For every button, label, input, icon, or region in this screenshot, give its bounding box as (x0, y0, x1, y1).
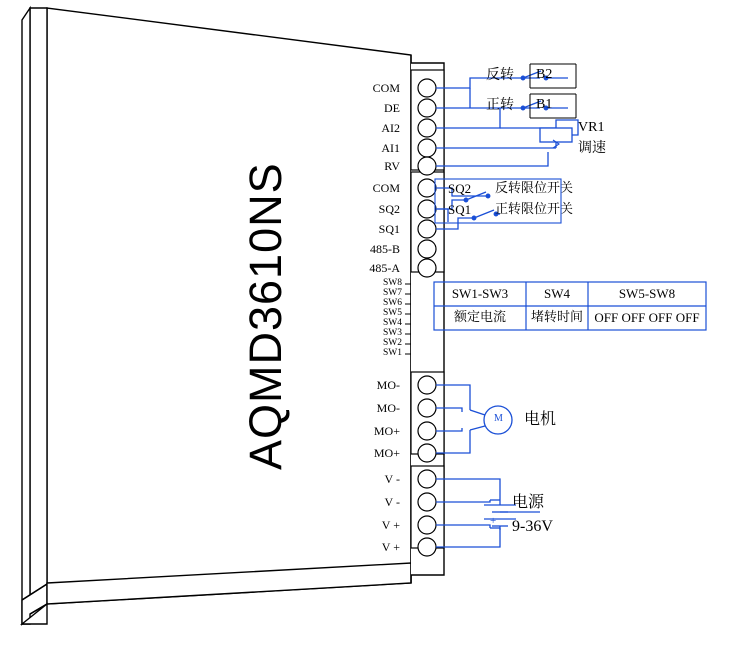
terminal-label-mo-pos-1: MO+ (373, 424, 400, 438)
sq1-tag: SQ1 (448, 202, 472, 217)
dip-table-header-sw4: SW4 (544, 286, 570, 301)
forward-switch-label: 正转 (486, 97, 514, 113)
dip-label-sw2: SW2 (383, 338, 402, 348)
reverse-switch-label: 反转 (486, 67, 514, 83)
dip-label-sw3: SW3 (383, 328, 402, 338)
limit-switch-group-box (434, 178, 654, 228)
potentiometer-name: VR1 (578, 120, 605, 135)
power-supply-label: 电源 (512, 492, 545, 511)
sq2-tag: SQ2 (448, 181, 472, 196)
dip-label-sw4: SW4 (383, 318, 402, 328)
terminal-label-com-2: COM (372, 181, 400, 195)
sq1-desc: 正转限位开关 (495, 202, 574, 217)
terminal-label-sq1: SQ1 (378, 222, 400, 236)
terminal-label-mo-neg-2: MO- (376, 401, 400, 415)
potentiometer-desc: 调速 (578, 140, 606, 156)
dip-label-sw7: SW7 (383, 288, 402, 298)
dip-table-header-sw5-sw8: SW5-SW8 (618, 286, 676, 301)
terminal-label-sq2: SQ2 (378, 202, 400, 216)
dip-label-sw6: SW6 (383, 298, 402, 308)
dip-label-sw5: SW5 (383, 308, 402, 318)
terminal-label-485b: 485-B (370, 242, 400, 256)
terminal-label-v-pos-1: V + (381, 518, 400, 532)
terminal-label-ai1: AI1 (381, 141, 400, 155)
terminal-label-rv: RV (384, 159, 400, 173)
terminal-label-mo-neg-1: MO- (376, 378, 400, 392)
device-model-label: AQMD3610NS (240, 162, 291, 470)
motor-label: 电机 (524, 409, 557, 428)
forward-switch-tag: B1 (536, 97, 553, 112)
terminal-label-v-neg-1: V - (384, 472, 400, 486)
terminal-label-mo-pos-2: MO+ (373, 446, 400, 460)
terminal-label-com-1: COM (372, 81, 400, 95)
terminal-label-485a: 485-A (369, 261, 400, 275)
motor-symbol-label: M (494, 413, 503, 424)
dip-label-sw1: SW1 (383, 348, 402, 358)
power-range-label: 9-36V (512, 518, 553, 535)
battery-plus-icon: + (490, 515, 497, 527)
wiring-lines (436, 71, 578, 547)
dip-label-sw8: SW8 (383, 278, 402, 288)
dip-table-value-off-states: OFF OFF OFF OFF (594, 310, 700, 325)
terminal-label-ai2: AI2 (381, 121, 400, 135)
dip-table-header-sw1-sw3: SW1-SW3 (451, 286, 509, 301)
reverse-switch-tag: B2 (536, 67, 553, 82)
sq2-desc: 反转限位开关 (495, 181, 574, 196)
terminal-label-de: DE (384, 101, 400, 115)
terminal-label-v-pos-2: V + (381, 540, 400, 554)
terminal-label-v-neg-2: V - (384, 495, 400, 509)
dip-table-value-current: 额定电流 (453, 310, 506, 325)
dip-table-value-stall-time: 堵转时间 (530, 310, 583, 325)
